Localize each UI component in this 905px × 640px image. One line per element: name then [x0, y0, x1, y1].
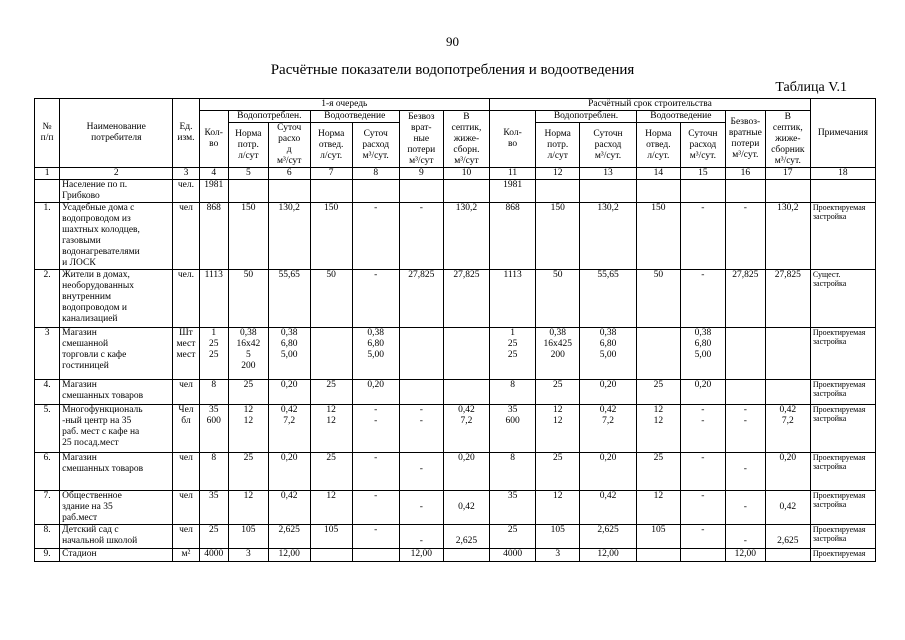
value-cell: 8 [199, 453, 228, 491]
value-cell [443, 328, 489, 380]
header-notes: Примечания [810, 99, 875, 168]
value-cell: 105 [310, 525, 352, 549]
note-cell: Проектируемая застройка [810, 525, 875, 549]
note-cell [810, 180, 875, 203]
note-cell: Проектируемая [810, 549, 875, 562]
value-cell: - - [399, 405, 443, 453]
column-number: 16 [725, 168, 765, 180]
row-number-cell: 6. [35, 453, 60, 491]
note-cell: Проектируемая застройка [810, 491, 875, 525]
value-cell [680, 549, 725, 562]
value-cell [399, 380, 443, 405]
value-cell: 0,42 7,2 [443, 405, 489, 453]
value-cell: Чел бл [173, 405, 199, 453]
value-cell [765, 180, 810, 203]
value-cell [680, 180, 725, 203]
value-cell: 1 25 25 [199, 328, 228, 380]
header-name: Наименование потребителя [60, 99, 173, 168]
consumer-name-cell: Магазин смешанных товаров [60, 380, 173, 405]
value-cell [765, 328, 810, 380]
column-number-row [35, 168, 876, 180]
value-cell: 0,20 [580, 453, 637, 491]
value-cell: 0,38 16x425 200 [536, 328, 580, 380]
value-cell: - [352, 203, 399, 270]
value-cell: 130,2 [580, 203, 637, 270]
value-cell: 55,65 [580, 270, 637, 328]
value-cell: 1981 [199, 180, 228, 203]
value-cell: 25 [636, 453, 680, 491]
header-unit: Ед. изм. [173, 99, 199, 168]
header-s2-norm-water: Норма потр. л/сут [536, 123, 580, 168]
header-s2-norm-drain: Норма отвед. л/сут. [636, 123, 680, 168]
value-cell [310, 328, 352, 380]
value-cell: 35 600 [490, 405, 536, 453]
value-cell: 25 [536, 453, 580, 491]
value-cell: 150 [228, 203, 268, 270]
row-number-cell: 8. [35, 525, 60, 549]
column-number: 10 [443, 168, 489, 180]
column-number: 15 [680, 168, 725, 180]
value-cell: - - [680, 405, 725, 453]
consumer-name-cell: Магазин смешанных товаров [60, 453, 173, 491]
value-cell: - - [725, 405, 765, 453]
table-body [35, 180, 876, 562]
header-s1-drain: Водоотведение [310, 111, 399, 123]
value-cell: 50 [310, 270, 352, 328]
header-s2-loss: Безвоз- вратные потери м³/сут. [725, 111, 765, 168]
row-number-cell [35, 180, 60, 203]
value-cell: чел. [173, 180, 199, 203]
table-row [35, 203, 876, 270]
column-number: 14 [636, 168, 680, 180]
value-cell: - [680, 270, 725, 328]
value-cell: 130,2 [765, 203, 810, 270]
value-cell: 0,38 6,80 5,00 [680, 328, 725, 380]
value-cell: 0,42 [268, 491, 310, 525]
column-number: 8 [352, 168, 399, 180]
value-cell: - [680, 525, 725, 549]
table-row [35, 180, 876, 203]
value-cell: 8 [199, 380, 228, 405]
header-s1-count: Кол- во [199, 111, 228, 168]
value-cell: 0,38 16x42 5 200 [228, 328, 268, 380]
value-cell: 0,20 [680, 380, 725, 405]
value-cell: 150 [310, 203, 352, 270]
table-row [35, 453, 876, 491]
value-cell: 27,825 [725, 270, 765, 328]
column-number: 18 [810, 168, 875, 180]
value-cell: 50 [636, 270, 680, 328]
value-cell [725, 180, 765, 203]
value-cell [352, 180, 399, 203]
value-cell: 0,20 [352, 380, 399, 405]
value-cell: 50 [536, 270, 580, 328]
value-cell [310, 180, 352, 203]
consumer-name-cell: Стадион [60, 549, 173, 562]
value-cell [399, 180, 443, 203]
column-number: 12 [536, 168, 580, 180]
header-stage1: 1-я очередь [199, 99, 489, 111]
value-cell: 8 [490, 453, 536, 491]
value-cell: 0,42 7,2 [765, 405, 810, 453]
value-cell: 27,825 [443, 270, 489, 328]
header-s1-norm-drain: Норма отвед. л/сут. [310, 123, 352, 168]
value-cell: 0,38 6,80 5,00 [268, 328, 310, 380]
value-cell: чел [173, 380, 199, 405]
header-s2-daily-drain: Суточн расход м³/сут. [680, 123, 725, 168]
value-cell: 25 [228, 453, 268, 491]
value-cell: 12 12 [228, 405, 268, 453]
value-cell: 12,00 [725, 549, 765, 562]
column-number: 11 [490, 168, 536, 180]
column-number: 5 [228, 168, 268, 180]
value-cell: м² [173, 549, 199, 562]
header-s2-water: Водопотреблен. [536, 111, 637, 123]
value-cell: 55,65 [268, 270, 310, 328]
table-header [35, 99, 876, 180]
row-number-cell: 7. [35, 491, 60, 525]
value-cell: 0,20 [765, 453, 810, 491]
value-cell: 2,625 [268, 525, 310, 549]
column-number: 9 [399, 168, 443, 180]
value-cell: 35 600 [199, 405, 228, 453]
value-cell [310, 549, 352, 562]
value-cell: 868 [199, 203, 228, 270]
value-cell [725, 380, 765, 405]
value-cell [725, 328, 765, 380]
value-cell [268, 180, 310, 203]
value-cell: 12 [536, 491, 580, 525]
value-cell: 105 [228, 525, 268, 549]
row-number-cell: 2. [35, 270, 60, 328]
value-cell: 130,2 [268, 203, 310, 270]
value-cell: - [725, 453, 765, 491]
table-row [35, 380, 876, 405]
column-number: 1 [35, 168, 60, 180]
value-cell: чел [173, 525, 199, 549]
value-cell [536, 180, 580, 203]
header-s1-daily-water: Суточ расхо д м³/сут [268, 123, 310, 168]
header-s1-norm-water: Норма потр. л/сут [228, 123, 268, 168]
value-cell: 12 12 [536, 405, 580, 453]
row-number-cell: 5. [35, 405, 60, 453]
value-cell: 0,42 7,2 [580, 405, 637, 453]
value-cell: 27,825 [765, 270, 810, 328]
value-cell: 12 12 [310, 405, 352, 453]
header-s1-water: Водопотреблен. [228, 111, 310, 123]
value-cell: 130,2 [443, 203, 489, 270]
table-row [35, 491, 876, 525]
note-cell: Проектируемая застройка [810, 380, 875, 405]
value-cell: 8 [490, 380, 536, 405]
value-cell: 35 [199, 491, 228, 525]
value-cell: чел. [173, 270, 199, 328]
consumer-name-cell: Магазин смешанной торговли с кафе гостиницей [60, 328, 173, 380]
table-row [35, 328, 876, 380]
value-cell [443, 180, 489, 203]
value-cell [636, 180, 680, 203]
value-cell: 12,00 [399, 549, 443, 562]
value-cell: - [680, 453, 725, 491]
value-cell: 12 [310, 491, 352, 525]
value-cell: 1113 [490, 270, 536, 328]
consumer-name-cell: Жители в домах, необорудованных внутренним водопроводом и канализацией [60, 270, 173, 328]
row-number-cell: 9. [35, 549, 60, 562]
header-num: № п/п [35, 99, 60, 168]
value-cell: 4000 [490, 549, 536, 562]
value-cell: - - [352, 405, 399, 453]
value-cell: - [725, 491, 765, 525]
value-cell: 1 25 25 [490, 328, 536, 380]
value-cell: 0,42 [765, 491, 810, 525]
value-cell: - [725, 203, 765, 270]
table-row [35, 525, 876, 549]
header-s1-septic: В септик, жиже- сборн. м³/сут [443, 111, 489, 168]
note-cell: Проектируемая застройка [810, 405, 875, 453]
document-title: Расчётные показатели водопотребления и водоотведения [270, 62, 635, 78]
row-number-cell: 3 [35, 328, 60, 380]
value-cell: Шт мест мест [173, 328, 199, 380]
value-cell [443, 380, 489, 405]
header-s2-daily-water: Суточн расход м³/сут. [580, 123, 637, 168]
value-cell: 35 [490, 491, 536, 525]
value-cell: 25 [536, 380, 580, 405]
value-cell: - [399, 525, 443, 549]
table-caption: Таблица V.1 [775, 80, 847, 95]
value-cell: 105 [636, 525, 680, 549]
consumer-name-cell: Детский сад с начальной школой [60, 525, 173, 549]
row-number-cell: 4. [35, 380, 60, 405]
header-s2-drain: Водоотведение [636, 111, 725, 123]
column-number: 13 [580, 168, 637, 180]
value-cell: 25 [310, 453, 352, 491]
value-cell: 25 [636, 380, 680, 405]
note-cell: Сущест. застройка [810, 270, 875, 328]
value-cell: 0,20 [580, 380, 637, 405]
table-row [35, 405, 876, 453]
header-s2-septic: В септик, жиже- сборник м³/сут. [765, 111, 810, 168]
value-cell: 25 [199, 525, 228, 549]
column-number: 6 [268, 168, 310, 180]
value-cell [636, 549, 680, 562]
value-cell: 12 12 [636, 405, 680, 453]
header-s2-count: Кол- во [490, 111, 536, 168]
value-cell: 105 [536, 525, 580, 549]
value-cell: 25 [310, 380, 352, 405]
header-s1-loss: Безвоз врат- ные потери м³/сут [399, 111, 443, 168]
value-cell: 0,38 6,80 5,00 [352, 328, 399, 380]
value-cell: 0,20 [443, 453, 489, 491]
value-cell: 0,42 [443, 491, 489, 525]
value-cell: - [352, 453, 399, 491]
value-cell: 0,20 [268, 453, 310, 491]
row-number-cell: 1. [35, 203, 60, 270]
value-cell: - [352, 270, 399, 328]
value-cell: - [399, 203, 443, 270]
value-cell: 0,38 6,80 5,00 [580, 328, 637, 380]
value-cell [580, 180, 637, 203]
value-cell: 150 [636, 203, 680, 270]
value-cell: 0,42 [580, 491, 637, 525]
column-number: 3 [173, 168, 199, 180]
header-stage2: Расчётный срок строительства [490, 99, 811, 111]
value-cell: 50 [228, 270, 268, 328]
value-cell: чел [173, 453, 199, 491]
consumer-name-cell: Многофункциональ -ный центр на 35 раб. мест с кафе на 25 посад.мест [60, 405, 173, 453]
note-cell: Проектируемая застройка [810, 203, 875, 270]
value-cell: - [352, 525, 399, 549]
value-cell: 150 [536, 203, 580, 270]
value-cell: - [399, 491, 443, 525]
value-cell: 0,42 7,2 [268, 405, 310, 453]
value-cell [636, 328, 680, 380]
value-cell: 12 [636, 491, 680, 525]
column-number: 4 [199, 168, 228, 180]
consumption-table [34, 98, 876, 562]
value-cell: 1981 [490, 180, 536, 203]
value-cell: 3 [536, 549, 580, 562]
value-cell: чел [173, 203, 199, 270]
value-cell: 3 [228, 549, 268, 562]
value-cell [399, 328, 443, 380]
value-cell: чел [173, 491, 199, 525]
value-cell: 25 [490, 525, 536, 549]
value-cell: 2,625 [443, 525, 489, 549]
value-cell: 2,625 [580, 525, 637, 549]
value-cell: 27,825 [399, 270, 443, 328]
value-cell: - [352, 491, 399, 525]
column-number: 7 [310, 168, 352, 180]
value-cell: 4000 [199, 549, 228, 562]
value-cell: - [399, 453, 443, 491]
value-cell [228, 180, 268, 203]
value-cell: - [680, 203, 725, 270]
consumer-name-cell: Усадебные дома с водопроводом из шахтных колодцев, газовыми водонагревателями и ЛОСК [60, 203, 173, 270]
page-number: 90 [446, 34, 459, 49]
value-cell: - [680, 491, 725, 525]
note-cell: Проектируемая застройка [810, 453, 875, 491]
value-cell [765, 380, 810, 405]
table-row [35, 270, 876, 328]
value-cell: 12,00 [268, 549, 310, 562]
consumer-name-cell: Общественное здание на 35 раб.мест [60, 491, 173, 525]
value-cell: 1113 [199, 270, 228, 328]
column-number: 2 [60, 168, 173, 180]
value-cell: 12,00 [580, 549, 637, 562]
note-cell: Проектируемая застройка [810, 328, 875, 380]
consumer-name-cell: Население по п. Грибково [60, 180, 173, 203]
value-cell: 25 [228, 380, 268, 405]
value-cell [352, 549, 399, 562]
column-number: 17 [765, 168, 810, 180]
value-cell [765, 549, 810, 562]
value-cell: 868 [490, 203, 536, 270]
table-row [35, 549, 876, 562]
value-cell: 2,625 [765, 525, 810, 549]
value-cell: - [725, 525, 765, 549]
header-s1-daily-drain: Суточ расход м³/сут. [352, 123, 399, 168]
value-cell: 12 [228, 491, 268, 525]
value-cell [443, 549, 489, 562]
value-cell: 0,20 [268, 380, 310, 405]
